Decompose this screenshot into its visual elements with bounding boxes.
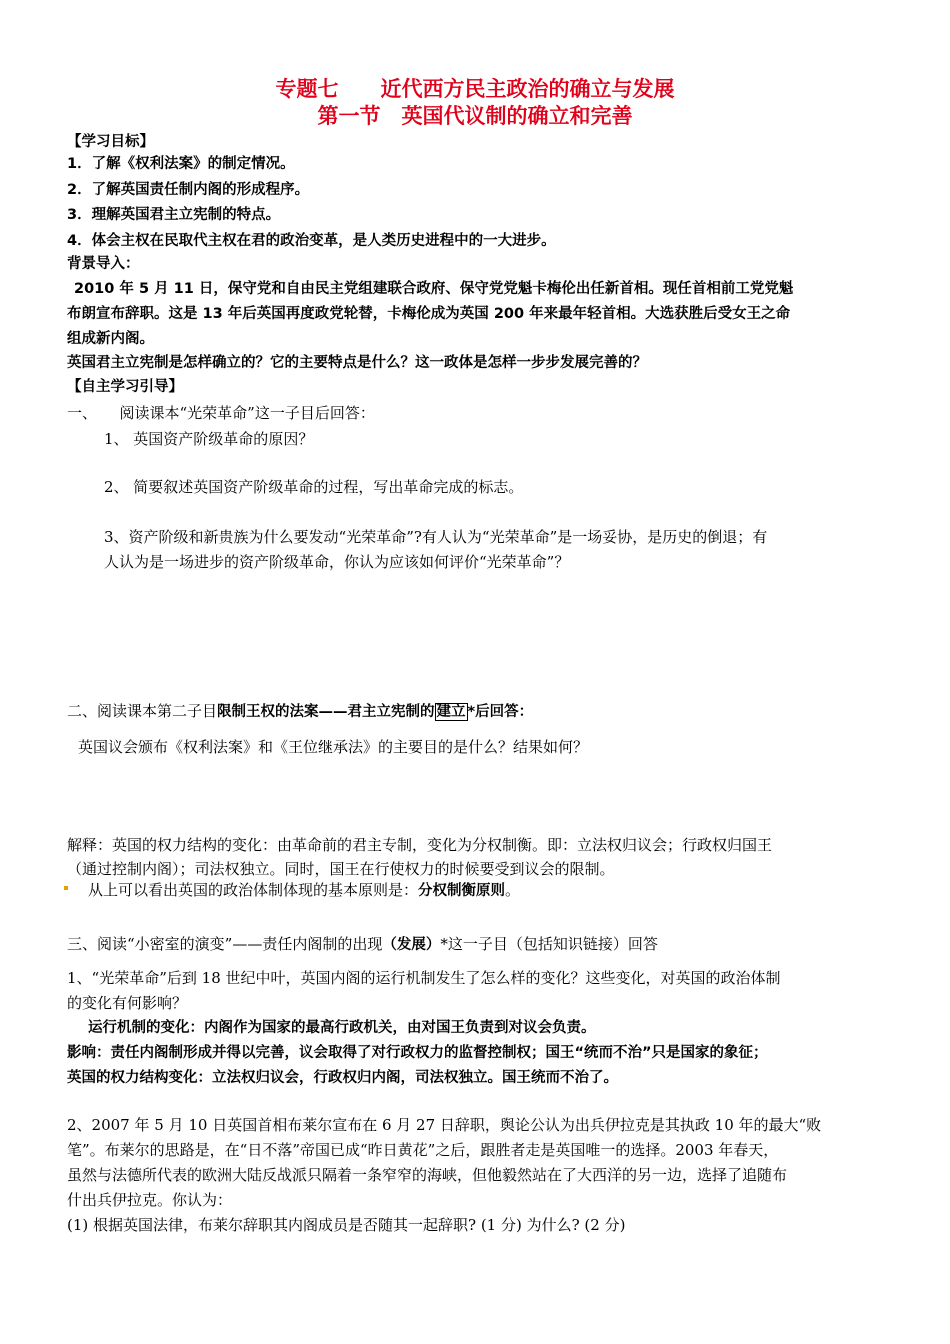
part2-principle: [88, 880, 908, 901]
part2-explain-line-1: 解释：英国的权力结构的变化：由革命前的君主专制，变化为分权制衡。即：立法权归议会；行政权归国王: [67, 836, 773, 854]
objective-item-1: 1．了解《权利法案》的制定情况。: [67, 156, 295, 172]
part1-question-3-line-1: 3、资产阶级和新贵族为什么要发动“光荣革命”?有人认为“光荣革命”是一场妥协，是历史的倒退；有: [104, 528, 768, 546]
part3-heading-prefix: 三、阅读“小密室的演变”——责任内阁制的出现: [67, 935, 383, 953]
part3-heading: [67, 934, 887, 955]
objective-item-3: 3．理解英国君主立宪制的特点。: [67, 207, 281, 223]
part3-question-2-line-3: 虽然与法德所代表的欧洲大陆反战派只隔着一条窄窄的海峡，但他毅然站在了大西洋的另一边，选择了追随布: [67, 1166, 788, 1184]
part2-heading-bold: 限制王权的法案——君主立宪制的: [217, 704, 435, 720]
part2-heading: [67, 701, 887, 722]
part1-question-2: 2、 简要叙述英国资产阶级革命的过程，写出革命完成的标志。: [104, 478, 524, 496]
part2-heading-boxed: 建立: [436, 704, 466, 720]
background-line-1: 2010 年 5 月 11 日，保守党和自由民主党组建联合政府、保守党党魁卡梅伦出任新首相。现任首相前工党党魁: [74, 281, 794, 297]
part3-answer-2: 影响：责任内阁制形成并得以完善，议会取得了对行政权力的监督控制权；国王“统而不治”只是国家的象征；: [67, 1045, 768, 1061]
title-line-2: 第一节 英国代议制的确立和完善: [317, 104, 633, 128]
part3-question-2-line-4: 什出兵伊拉克。你认为：: [67, 1191, 233, 1209]
marker-dot: [64, 886, 68, 890]
background-heading: 背景导入：: [67, 256, 140, 272]
part3-answer-1: 运行机制的变化：内阁作为国家的最高行政机关，由对国王负责到对议会负责。: [88, 1020, 596, 1036]
background-line-2: 布朗宣布辞职。这是 13 年后英国再度政党轮替，卡梅伦成为英国 200 年来最年轻首相。大选获胜后受女王之命: [67, 306, 791, 322]
title-line-1: 专题七 近代西方民主政治的确立与发展: [275, 77, 675, 101]
part1-heading: 一、 阅读课本“光荣革命”这一子目后回答：: [67, 404, 375, 422]
part3-question-2-line-2: 笔”。布莱尔的思路是，在“日不落”帝国已成“昨日黄花”之后，跟胜者走是英国唯一的选择。2003 年春天，: [67, 1141, 779, 1159]
part2-explain-line-2: （通过控制内阁）；司法权独立。同时，国王在行使权力的时候要受到议会的限制。: [67, 860, 615, 878]
part3-heading-bold: （发展）: [382, 937, 441, 953]
part2-question: 英国议会颁布《权利法案》和《王位继承法》的主要目的是什么？结果如何？: [78, 738, 589, 756]
part3-question-1-line-2: 的变化有何影响？: [67, 994, 188, 1012]
part3-subquestion-1: (1) 根据英国法律，布莱尔辞职其内阁成员是否随其一起辞职? (1 分) 为什么? (2 分): [67, 1216, 626, 1234]
objectives-heading: 【学习目标】: [67, 134, 154, 150]
part1-question-1: 1、 英国资产阶级革命的原因？: [104, 430, 314, 448]
part3-answer-3: 英国的权力结构变化：立法权归议会，行政权归内阁，司法权独立。国王统而不治了。: [67, 1070, 618, 1086]
part1-question-3-line-2: 人认为是一场进步的资产阶级革命，你认为应该如何评价“光荣革命”？: [104, 553, 570, 571]
part2-heading-prefix: 二、阅读课本第二子目: [67, 702, 218, 720]
part2-principle-suffix: 。: [505, 881, 521, 899]
part3-question-1-line-1: 1、“光荣革命”后到 18 世纪中叶，英国内阁的运行机制发生了怎么样的变化？这些变化，对英国的政治体制: [67, 969, 781, 987]
objective-item-2: 2．了解英国责任制内阁的形成程序。: [67, 182, 310, 198]
part2-principle-prefix: 从上可以看出英国的政治体制体现的基本原则是：: [88, 881, 419, 899]
part3-question-2-line-1: 2、2007 年 5 月 10 日英国首相布莱尔宣布在 6 月 27 日辞职，舆论公认为出兵伊拉克是其执政 10 年的最大“败: [67, 1116, 822, 1134]
part2-principle-bold: 分权制衡原则: [418, 883, 506, 899]
guide-heading: 【自主学习引导】: [67, 379, 183, 395]
background-line-3: 组成新内阁。: [67, 331, 154, 347]
background-question: 英国君主立宪制是怎样确立的？它的主要特点是什么？这一政体是怎样一步步发展完善的？: [67, 355, 647, 371]
part3-heading-suffix: *这一子目（包括知识链接）回答: [440, 935, 658, 953]
objective-item-4: 4．体会主权在民取代主权在君的政治变革，是人类历史进程中的一大进步。: [67, 233, 556, 249]
part2-heading-suffix: *后回答：: [467, 704, 534, 720]
